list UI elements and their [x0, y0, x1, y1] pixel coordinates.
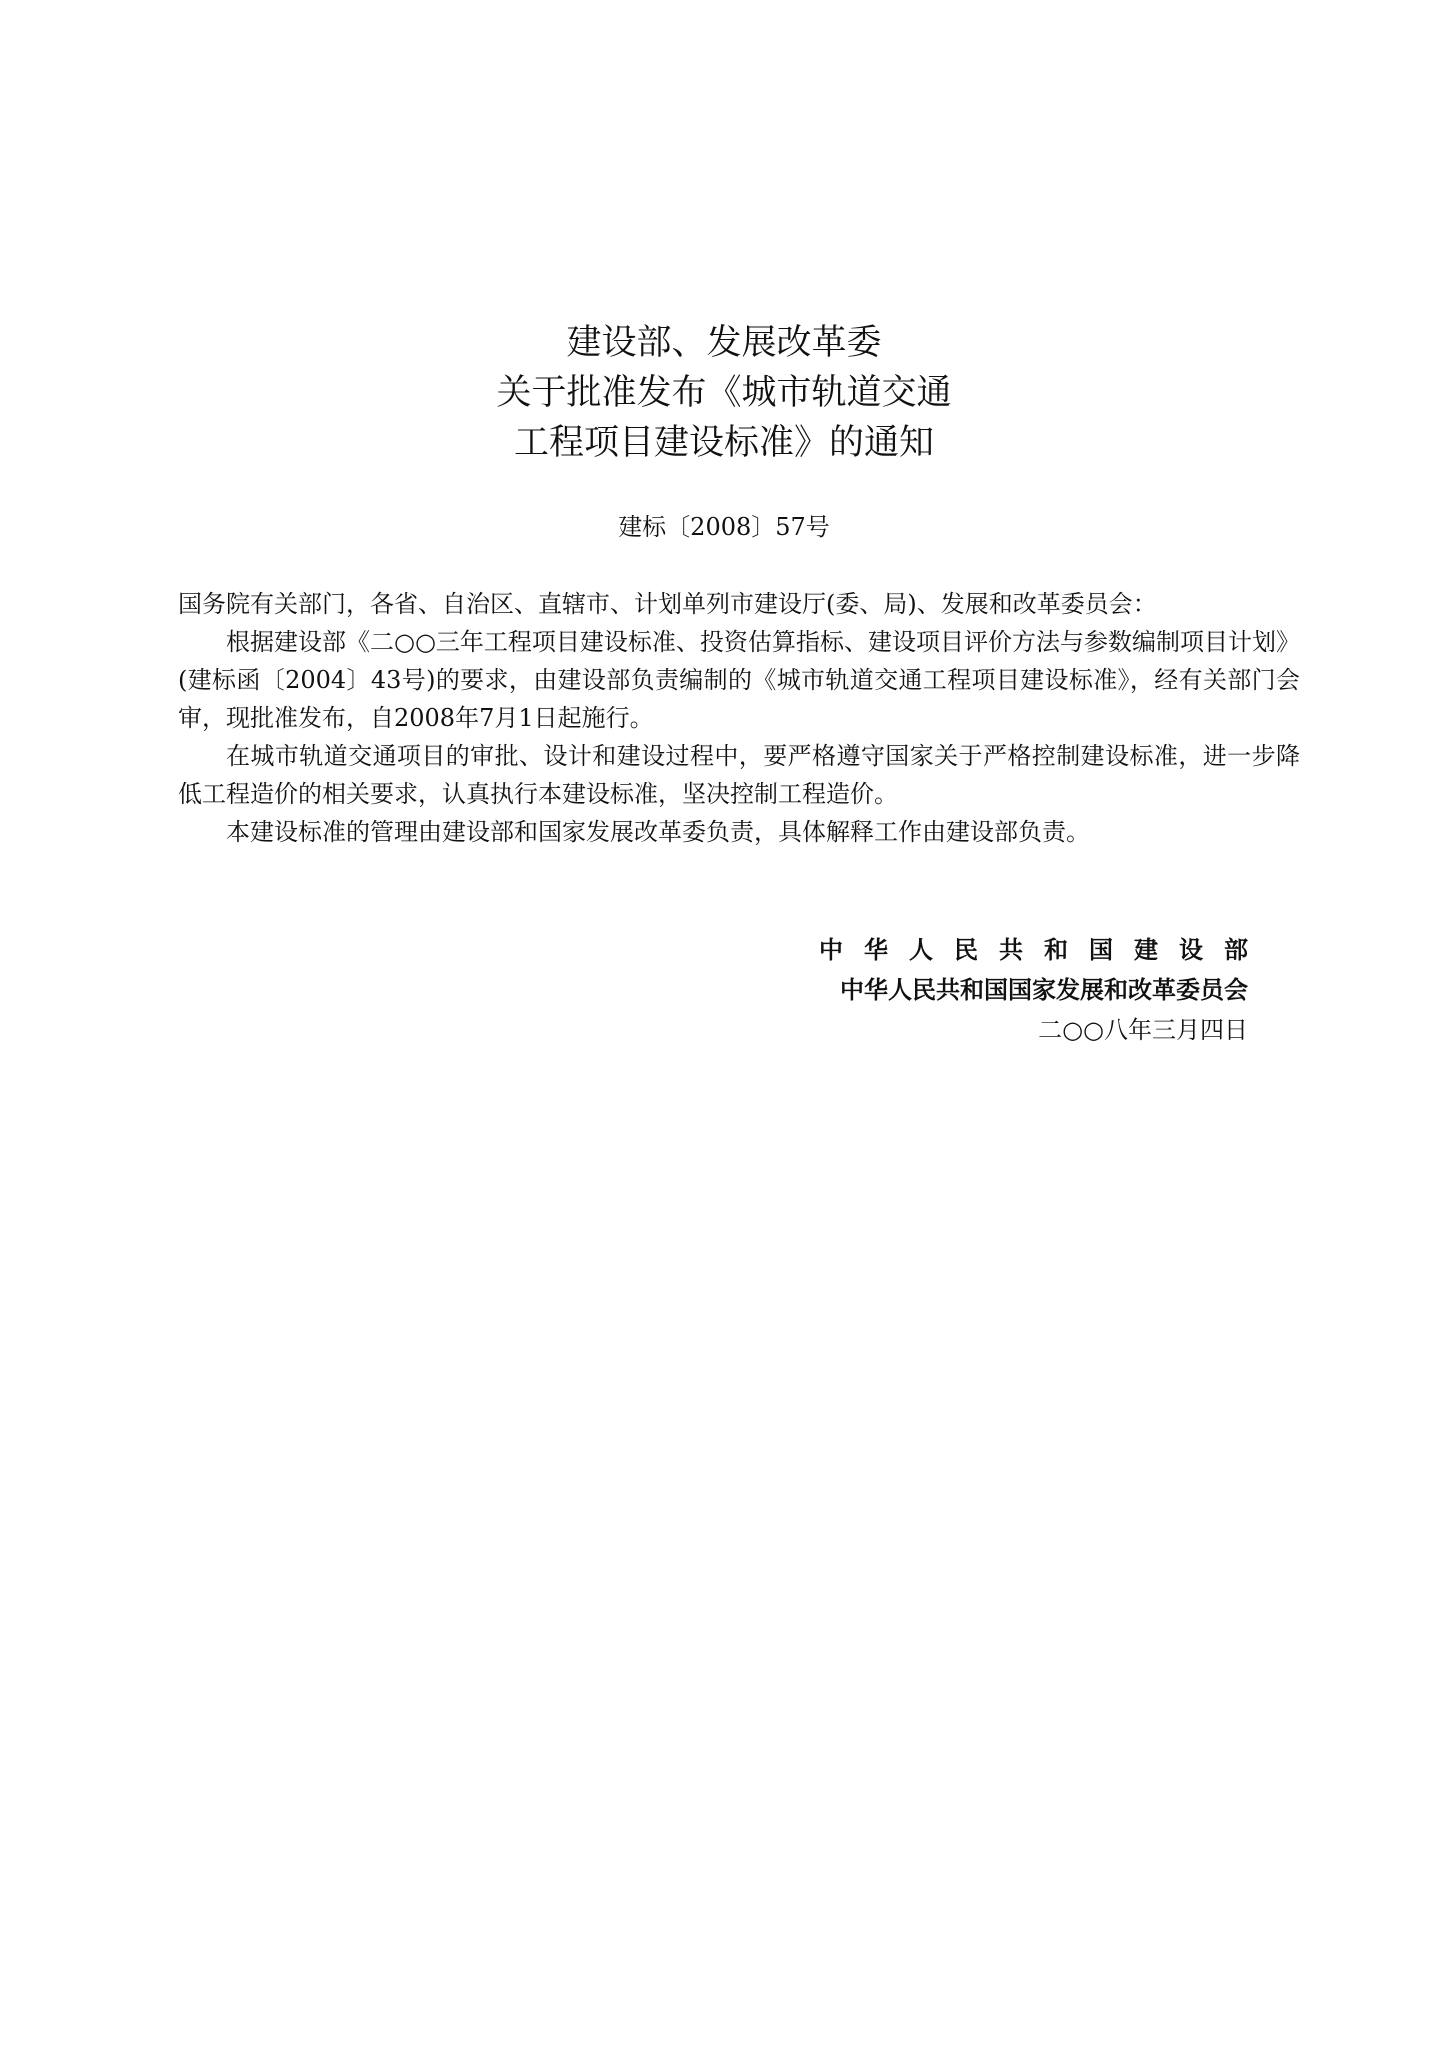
signature-date: 二○○八年三月四日 — [1038, 1016, 1248, 1044]
signature-org-2: 中华人民共和国国家发展和改革委员会 — [840, 975, 1248, 1004]
signature-block — [819, 930, 1269, 1050]
signature-org-1-text: 中华人民共和国建设部 — [819, 935, 1269, 964]
title-line-2: 关于批准发布《城市轨道交通 — [496, 373, 952, 413]
paragraph-3: 本建设标准的管理由建设部和国家发展改革委负责，具体解释工作由建设部负责。 — [226, 818, 1090, 846]
document-number: 建标〔2008〕57号 — [618, 513, 830, 541]
notice-body — [178, 585, 1300, 851]
salutation: 国务院有关部门，各省、自治区、直辖市、计划单列市建设厅(委、局)、发展和改革委员会： — [178, 590, 1157, 618]
paragraph-2: 在城市轨道交通项目的审批、设计和建设过程中，要严格遵守国家关于严格控制建设标准，进一步降低工程造价的相关要求，认真执行本建设标准，坚决控制工程造价。 — [178, 742, 1300, 808]
notice-title — [0, 318, 1448, 468]
signature-org-1 — [819, 930, 1269, 970]
title-line-1: 建设部、发展改革委 — [566, 323, 882, 363]
paragraph-1: 根据建设部《二○○三年工程项目建设标准、投资估算指标、建设项目评价方法与参数编制项目计划》(建标函〔2004〕43号)的要求，由建设部负责编制的《城市轨道交通工程项目建设标准》，经有关部门会审，现批准发布，自2008年7月1日起施行。 — [178, 628, 1300, 732]
title-line-3: 工程项目建设标准》的通知 — [513, 423, 934, 463]
